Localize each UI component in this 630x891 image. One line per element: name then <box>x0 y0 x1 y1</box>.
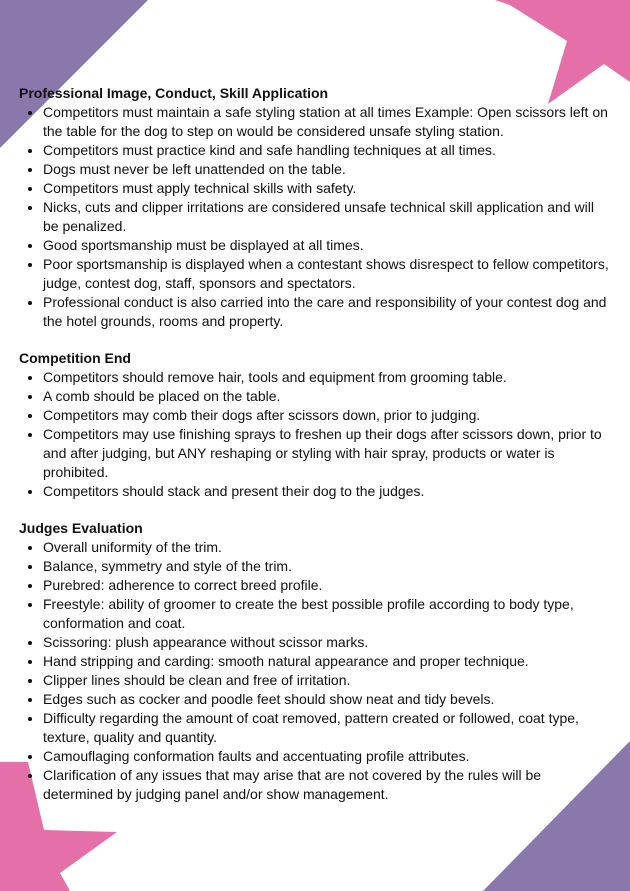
rule-list <box>19 538 609 804</box>
rule-item: • Competitors must practice kind and safe handling techniques at all times. <box>43 141 609 160</box>
rule-item: • Freestyle: ability of groomer to create the best possible profile according to body type, conformation and coat. <box>43 595 609 633</box>
rule-item: • Professional conduct is also carried into the care and responsibility of your contest dog and the hotel grounds, rooms and property. <box>43 293 609 331</box>
rule-list <box>19 103 609 331</box>
section-heading: Judges Evaluation <box>19 520 143 536</box>
rule-item: • Balance, symmetry and style of the trim. <box>43 557 609 576</box>
rule-item: • Nicks, cuts and clipper irritations are considered unsafe technical skill application and will be penalized. <box>43 198 609 236</box>
rule-item: • Hand stripping and carding: smooth natural appearance and proper technique. <box>43 652 609 671</box>
section-judges-evaluation <box>19 519 609 804</box>
rule-item: • Good sportsmanship must be displayed at all times. <box>43 236 609 255</box>
rule-item: • Camouflaging conformation faults and accentuating profile attributes. <box>43 747 609 766</box>
rule-item: • Competitors should stack and present their dog to the judges. <box>43 482 609 501</box>
rule-list <box>19 368 609 501</box>
rule-item: • Edges such as cocker and poodle feet should show neat and tidy bevels. <box>43 690 609 709</box>
rules-document <box>19 84 609 822</box>
section-heading: Professional Image, Conduct, Skill Application <box>19 85 329 101</box>
rule-item: • Scissoring: plush appearance without scissor marks. <box>43 633 609 652</box>
section-competition-end <box>19 349 609 501</box>
rule-item: • A comb should be placed on the table. <box>43 387 609 406</box>
rule-item: • Competitors must apply technical skills with safety. <box>43 179 609 198</box>
rule-item: • Poor sportsmanship is displayed when a contestant shows disrespect to fellow competitors, judge, contest dog, staff, sponsors and spectators. <box>43 255 609 293</box>
section-professional-image <box>19 84 609 331</box>
rule-item: • Competitors must maintain a safe styling station at all times Example: Open scissors left on the table for the dog to step on would be considered unsafe styling station. <box>43 103 609 141</box>
rule-item: • Competitors may use finishing sprays to freshen up their dogs after scissors down, prior to and after judging, but ANY reshaping or styling with hair spray, products or water is prohibited. <box>43 425 609 482</box>
rule-item: • Difficulty regarding the amount of coat removed, pattern created or followed, coat type, texture, quality and quantity. <box>43 709 609 747</box>
rule-item: • Clarification of any issues that may arise that are not covered by the rules will be determined by judging panel and/or show management. <box>43 766 609 804</box>
rule-item: • Clipper lines should be clean and free of irritation. <box>43 671 609 690</box>
rule-item: • Competitors should remove hair, tools and equipment from grooming table. <box>43 368 609 387</box>
rule-item: • Competitors may comb their dogs after scissors down, prior to judging. <box>43 406 609 425</box>
rule-item: • Dogs must never be left unattended on the table. <box>43 160 609 179</box>
section-heading: Competition End <box>19 350 131 366</box>
rule-item: • Overall uniformity of the trim. <box>43 538 609 557</box>
rule-item: • Purebred: adherence to correct breed profile. <box>43 576 609 595</box>
